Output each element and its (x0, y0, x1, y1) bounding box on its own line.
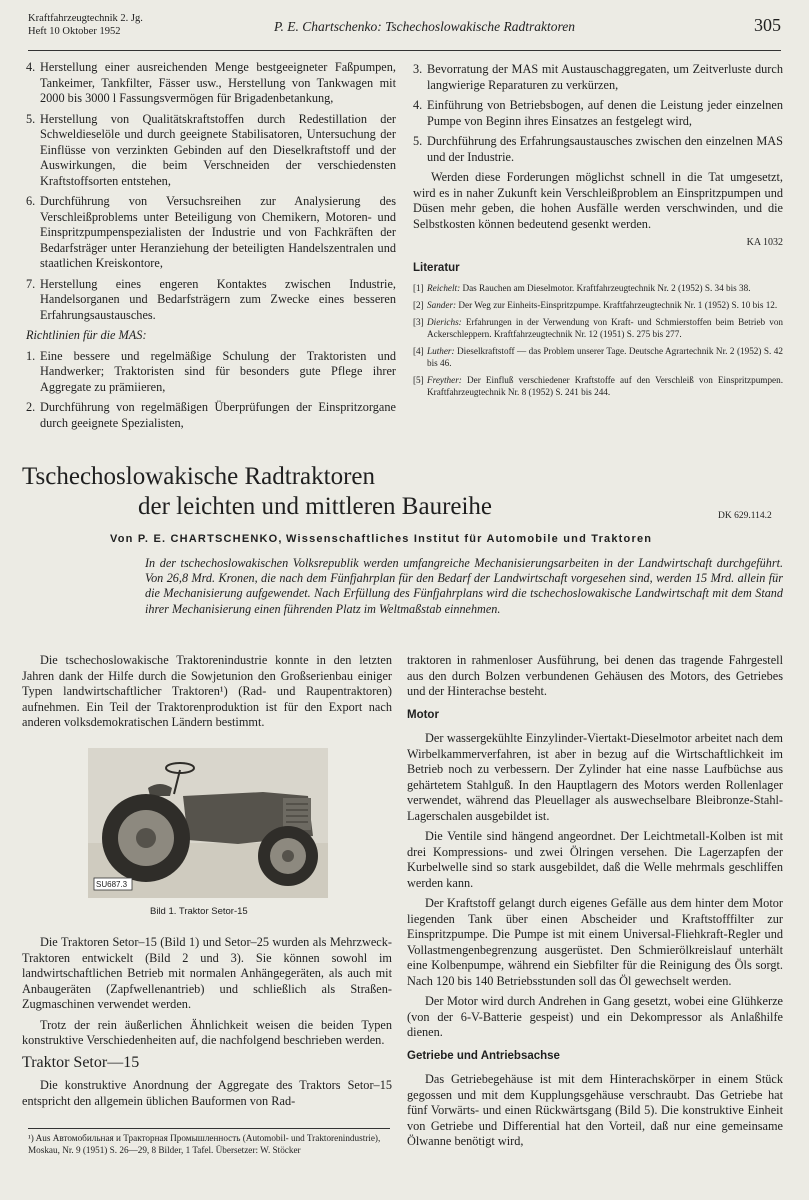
item-number: 6. (26, 194, 36, 208)
tractor-photo (88, 748, 328, 898)
reference-item (413, 282, 783, 294)
journal-name: Kraftfahrzeugtechnik 2. Jg. (28, 13, 143, 24)
body-paragraph: traktoren in rahmenloser Ausführung, bei denen das tragende Fahrgestell aus den durch Bolzen verbundenen Gehäusen des Motors, des Getriebes und der Hinterachse besteht. (407, 653, 783, 698)
bottom-left-column-2 (22, 935, 392, 1114)
ref-author: Sander: (427, 300, 457, 310)
photo-label: SU687.3 (96, 880, 128, 889)
ref-text: Das Rauchen am Dieselmotor. Kraftfahrzeugtechnik Nr. 2 (1952) S. 34 bis 38. (462, 283, 751, 293)
mas-subheading: Richtlinien für die MAS: (26, 328, 147, 342)
title-line-2: der leichten und mittleren Baureihe (138, 493, 493, 520)
ref-number: [2] (413, 300, 424, 310)
running-title: P. E. Chartschenko: Tschechoslowakische Radtraktoren (274, 19, 575, 34)
section-heading-motor: Motor (407, 708, 439, 721)
body-paragraph: Die Ventile sind hängend angeordnet. Der Leichtmetall-Kolben ist mit drei Kompressions- und zwei Ölringen versehen. Die Lagerzapfen der Kurbelwelle sind so stark ausgebildet, daß die Welle mehrmals geschliffen werden kann. (407, 829, 783, 890)
byline (110, 533, 652, 545)
ref-author: Dierichs: (427, 317, 462, 327)
list-item (413, 98, 783, 129)
reference-item (413, 345, 783, 369)
item-text: Herstellung von Qualitätskraftstoffen durch Redestillation der Schweldieselöle und durch geeignete Stabilisatoren, Untersuchung der Einflüsse von verzinkten Gebinden auf den Dieselkraftstoff und der Auswirkungen, die beim Verschneiden der verschiedensten Kraftstoffsorten entstehen, (40, 111, 396, 188)
item-text: Herstellung einer ausreichenden Menge bestgeeigneter Faßpumpen, Tankeimer, Tankfilter, Fässer usw., Herstellung von Tankwagen mit 2000 bis 3000 l Fassungsvermögen für Brigadenbetankung, (40, 60, 396, 105)
journal-issue: Heft 10 Oktober 1952 (28, 26, 121, 37)
article-title (22, 462, 492, 522)
list-item (26, 277, 396, 324)
ref-number: [1] (413, 283, 424, 293)
page-header (28, 10, 781, 51)
item-text: Einführung von Betriebsbogen, auf denen die Leistung jeder einzelnen Pumpe von Beginn ihres Einsatzes an festgelegt wird, (427, 98, 783, 128)
ref-author: Freyther: (427, 375, 462, 385)
body-paragraph: Der Kraftstoff gelangt durch eigenes Gefälle aus dem hinter dem Motor liegenden Tank über einen Abscheider und Kraftstofffilter zur Einspritzpumpe. Die Pumpe ist mit einem Universal-Fliehkraft-Regler und Vollastmengenbegrenzung ausgerüstet. Den Schmierölkreislauf unterhält eine Kolbenpumpe, während ein Siebfilter für die Reinigung des Öls sorgt. Nach 120 bis 140 Betriebsstunden soll das Öl gewechselt werden. (407, 896, 783, 988)
figure-caption: Bild 1. Traktor Setor-15 (150, 906, 248, 917)
item-number: 4. (26, 60, 36, 74)
section-heading-getriebe: Getriebe und Antriebsachse (407, 1049, 560, 1062)
top-left-column (26, 60, 396, 436)
literature-heading: Literatur (413, 261, 460, 274)
bottom-right-column (407, 653, 783, 1155)
journal-info (28, 12, 143, 38)
intro-paragraph: Die tschechoslowakische Traktorenindustrie konnte in den letzten Jahren dank der Hilfe durch die Sowjetunion den Großserienbau einiger Typen landwirtschaftlicher Traktoren¹) (Rad- und Raupentraktoren) aufnehmen. Ein Teil der Traktorenproduktion ist für den Export nach anderen volksdemokratischen Ländern bestimmt. (22, 653, 392, 729)
reference-item (413, 374, 783, 398)
item-text: Durchführung des Erfahrungsaustausches zwischen den einzelnen MAS und der Industrie. (427, 134, 783, 164)
ref-author: Reichelt: (427, 283, 461, 293)
list-item (26, 112, 396, 190)
ref-number: [4] (413, 346, 424, 356)
article-code: KA 1032 (746, 237, 783, 248)
top-right-column (413, 62, 783, 403)
ref-text: Erfahrungen in der Verwendung von Kraft- und Schmierstoffen beim Betrieb von Ackerschleppern. Kraftfahrzeugtechnik Nr. 12 (1951) S. 275 bis 277. (427, 317, 784, 339)
body-paragraph: Die konstruktive Anordnung der Aggregate des Traktors Setor–15 entspricht den allgemein üblichen Bauformen von Rad- (22, 1078, 392, 1108)
item-number: 3. (413, 62, 423, 76)
item-text: Bevorratung der MAS mit Austauschaggregaten, um Zeitverluste durch langwierige Reparaturen zu verkürzen, (427, 62, 783, 92)
dk-classification: DK 629.114.2 (718, 511, 772, 521)
item-number: 5. (26, 111, 36, 126)
closing-paragraph: Werden diese Forderungen möglichst schnell in die Tat umgesetzt, wird es in naher Zukunft kein Verschleißproblem an Einspritzpumpen und Düsen mehr geben, die hohen Ausfälle werden verschwinden, und die Selbstkosten können bedeutend gesenkt werden. (413, 170, 783, 231)
body-paragraph: Der wassergekühlte Einzylinder-Viertakt-Dieselmotor arbeitet nach dem Wirbelkammerverfahren, ist aber in bezug auf die Wirtschaftlichkeit im Betrieb noch zu verbessern. Der Zylinder hat eine nasse Laufbüchse aus gehärtetem Stahlguß. In den Hauptlagern des Motors werden Rollenlager verwendet, während das Pleuellager als auswechselbare Bleibronze-Stahl-Lagerschalen ausgebildet ist. (407, 731, 783, 823)
page-number: 305 (754, 15, 781, 35)
body-paragraph: Das Getriebegehäuse ist mit dem Hinterachskörper in einem Stück gegossen und mit dem Kupplungsgehäuse verschraubt. Das Getriebe hat fünf Vorwärts- und einen Rückwärtsgang (Bild 5). Die konstruktive Einheit von Getriebe und Differential hat den Vorteil, daß nur eine gemeinsame Ölwanne benötigt wird, (407, 1072, 783, 1148)
byline-institute: Wissenschaftliches Institut für Automobile und Traktoren (286, 533, 653, 545)
abstract: In der tschechoslowakischen Volksrepublik werden umfangreiche Mechanisierungsarbeiten in der Landwirtschaft durchgeführt. Von 26,8 Mrd. Kronen, die nach dem Fünfjahrplan für den Bedarf der Landwirtschaft vorgesehen sind, werden 15 Mrd. allein für die Mechanisierung aufgewendet. Nach Erfüllung des Fünfjahrplans wird die tschechoslowakische Landwirtschaft mit dem Stand ihrer Mechanisierung einen führenden Platz im Weltmaßstab einnehmen. (145, 556, 783, 616)
item-number: 1. (26, 348, 36, 363)
item-number: 4. (413, 98, 423, 112)
ref-text: Der Weg zur Einheits-Einspritzpumpe. Kraftfahrzeugtechnik Nr. 1 (1952) S. 10 bis 12. (458, 300, 778, 310)
section-heading-traktor: Traktor Setor—15 (22, 1053, 140, 1071)
list-item (26, 349, 396, 396)
ref-number: [5] (413, 375, 424, 385)
reference-item (413, 316, 783, 340)
ref-text: Dieselkraftstoff — das Problem unserer Tage. Deutsche Agrartechnik Nr. 2 (1952) S. 42 bis 46. (427, 346, 783, 368)
body-paragraph: Der Motor wird durch Andrehen in Gang gesetzt, wobei eine Glühkerze (von der 6-V-Batterie gespeist) und ein Dekompressor als Anlaßhilfe dienen. (407, 994, 783, 1039)
byline-author: Von P. E. CHARTSCHENKO, (110, 533, 283, 545)
item-text: Eine bessere und regelmäßige Schulung der Traktoristen und Handwerker; Traktoristen sind für besonders gute Pflege ihrer Aggregate zu prämiieren, (40, 348, 396, 394)
item-text: Durchführung von Versuchsreihen zur Analysierung des Verschleißproblems unter Beteiligung von Chemikern, Motoren- und Einspritzpumpenspezialisten der Industrie und von Fachkräften der Bedarfsträger unter Heranziehung der beteiligten Handelszentralen und staatlichen Kreiskontore, (40, 194, 396, 270)
ref-number: [3] (413, 317, 424, 327)
list-item (413, 62, 783, 93)
item-number: 7. (26, 276, 36, 291)
item-number: 5. (413, 134, 423, 148)
ref-text: Der Einfluß verschiedener Kraftstoffe auf den Verschleiß von Einspritzpumpen. Kraftfahrzeugtechnik Nr. 8 (1952) S. 241 bis 244. (427, 375, 784, 397)
item-number: 2. (26, 400, 36, 414)
footnote: ¹) Aus Автомобильная и Тракторная Промышленность (Automobil- und Traktorenindustrie), Moskau, Nr. 9 (1951) S. 26—29, 8 Bilder, 1 Tafel. Übersetzer: W. Stöcker (28, 1128, 390, 1156)
item-text: Herstellung eines engeren Kontaktes zwischen Industrie, Handelsorganen und Bedarfsträgern zum Zwecke eines besseren Erfahrungsaustausches. (40, 276, 396, 322)
bottom-left-column (22, 653, 392, 736)
ref-author: Luther: (427, 346, 455, 356)
list-item (26, 194, 396, 272)
list-item (413, 134, 783, 165)
list-item (26, 400, 396, 431)
title-line-1: Tschechoslowakische Radtraktoren (22, 463, 375, 490)
list-item (26, 60, 396, 107)
reference-item (413, 299, 783, 311)
item-text: Durchführung von regelmäßigen Überprüfungen der Einspritzorgane durch geeignete Spezialisten, (40, 400, 396, 430)
body-paragraph: Trotz der rein äußerlichen Ähnlichkeit weisen die beiden Typen konstruktive Verschiedenheiten auf, die nachfolgend beschrieben werden. (22, 1017, 392, 1047)
body-paragraph: Die Traktoren Setor–15 (Bild 1) und Setor–25 wurden als Mehrzweck-Traktoren entwickelt (Bild 2 und 3). Sie können sowohl im landwirtschaftlichen Betrieb mit normalen Anhängegeräten, als auch mit Anbaugeräten (Zapfwellenantrieb) und schließlich als Straßen-Zugmaschinen verwendet werden. (22, 935, 392, 1011)
